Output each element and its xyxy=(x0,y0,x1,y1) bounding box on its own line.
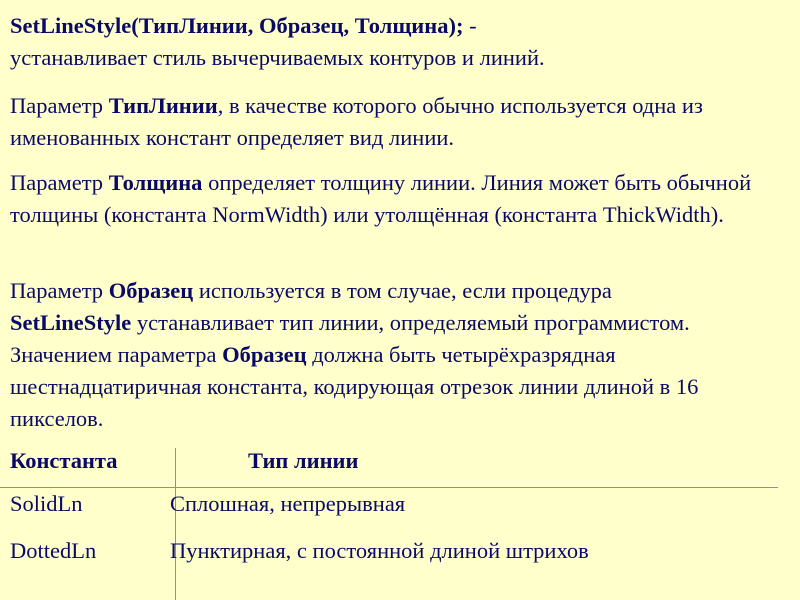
table-cell-constant: DottedLn xyxy=(10,538,97,563)
heading-paragraph xyxy=(10,10,780,74)
procedure-signature: SetLineStyle(ТипЛинии, Образец, Толщина); xyxy=(10,13,464,38)
pattern-prefix: Параметр xyxy=(10,278,109,303)
table-column-divider xyxy=(175,448,176,600)
table-header-constant: Константа xyxy=(10,448,118,473)
table-cell-line-type: Сплошная, непрерывная xyxy=(170,491,406,516)
linetype-text: , в качестве которого обычно используется одна из именованных констант определяет вид линии. xyxy=(10,93,703,150)
pattern-paragraph xyxy=(10,275,780,435)
procedure-name: SetLineStyle xyxy=(10,310,132,335)
thickness-paragraph xyxy=(10,167,780,231)
pattern-middle: используется в том случае, если процедура xyxy=(193,278,612,303)
heading-dash: - xyxy=(463,13,477,38)
linetype-term: ТипЛинии xyxy=(108,93,218,118)
table-header-divider xyxy=(0,487,778,488)
pattern-middle2: устанавливает тип линии, определяемый программистом. Значением параметра xyxy=(10,310,690,367)
pattern-text: должна быть четырёхразрядная шестнадцатиричная константа, кодирующая отрезок линии длиной в 16 пикселов. xyxy=(10,342,699,431)
thickness-text: определяет толщину линии. Линия может быть обычной толщины (константа NormWidth) или утолщённая (константа ThickWidth). xyxy=(10,170,752,227)
table-cell-line-type: Пунктирная, с постоянной длиной штрихов xyxy=(170,538,589,563)
linetype-paragraph xyxy=(10,90,780,154)
linetype-prefix: Параметр xyxy=(10,93,109,118)
constants-table xyxy=(0,442,800,600)
thickness-prefix: Параметр xyxy=(10,170,109,195)
thickness-term: Толщина xyxy=(108,170,203,195)
pattern-term-2: Образец xyxy=(222,342,307,367)
table-cell-constant: SolidLn xyxy=(10,491,83,516)
table-header-line-type: Тип линии xyxy=(248,448,359,473)
pattern-term: Образец xyxy=(108,278,194,303)
procedure-description: устанавливает стиль вычерчиваемых контуров и линий. xyxy=(10,45,545,70)
